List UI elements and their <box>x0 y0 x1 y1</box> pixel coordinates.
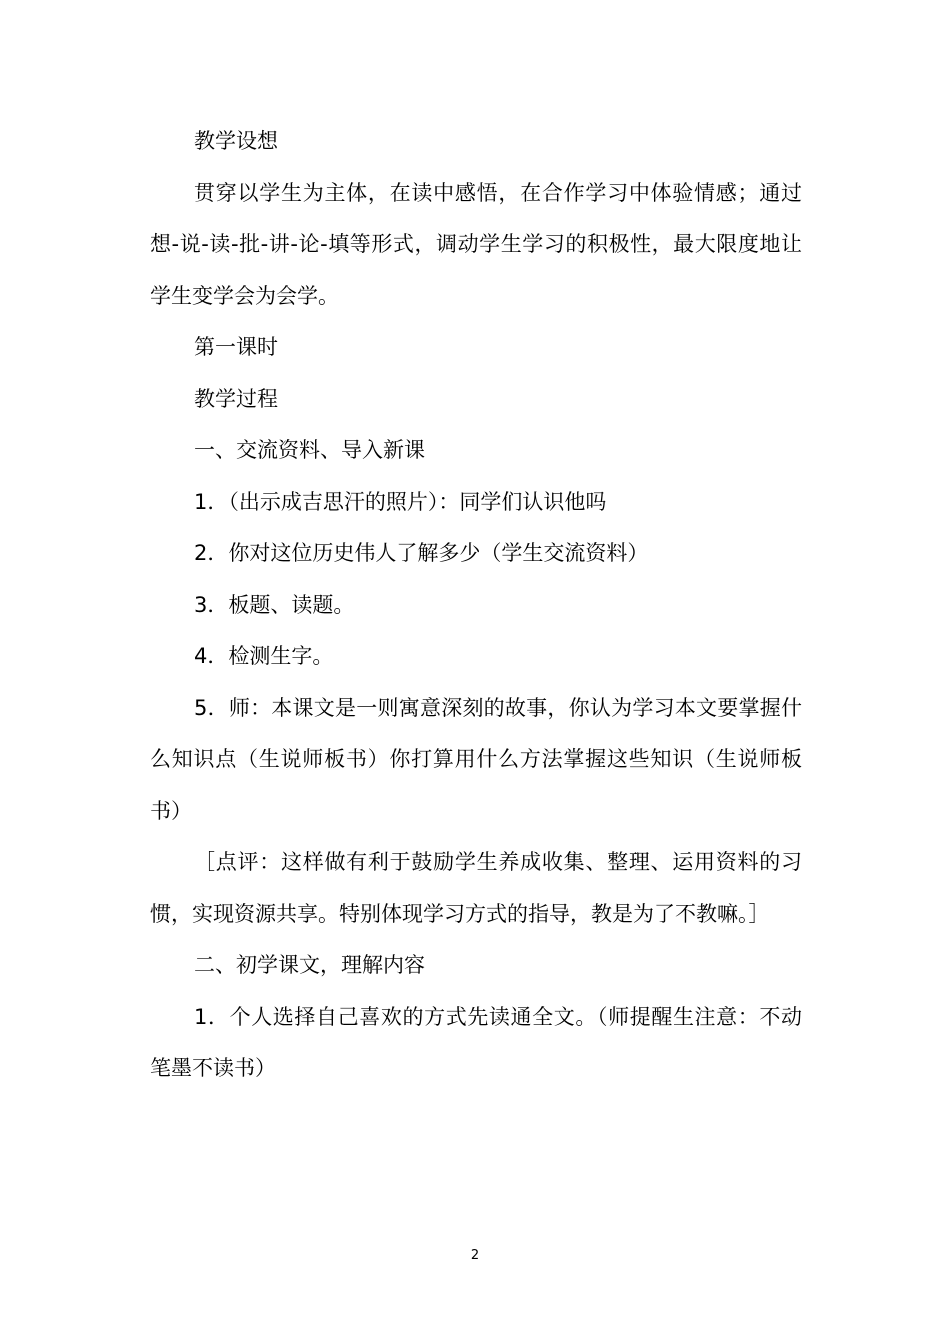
section-heading-two: 二、初学课文，理解内容 <box>194 953 425 977</box>
list-item: 5．师：本课文是一则寓意深刻的故事，你认为学习本文要掌握什么知识点（生说师板书）你打算用什么方法掌握这些知识（生说师板书） <box>150 695 802 823</box>
comment-paragraph: ［点评：这样做有利于鼓励学生养成收集、整理、运用资料的习惯，实现资源共享。特别体现学习方式的指导，教是为了不教嘛。］ <box>150 850 802 926</box>
heading-first-lesson: 第一课时 <box>194 335 278 359</box>
document-body <box>150 116 802 1095</box>
section-heading-one: 一、交流资料、导入新课 <box>194 438 425 462</box>
list-item: 1．个人选择自己喜欢的方式先读通全文。（师提醒生注意：不动笔墨不读书） <box>150 1004 802 1080</box>
paragraph-teaching-idea: 贯穿以学生为主体，在读中感悟，在合作学习中体验情感；通过想-说-读-批-讲-论-填等形式，调动学生学习的积极性，最大限度地让学生变学会为会学。 <box>150 180 802 308</box>
list-item: 3．板题、读题。 <box>194 592 355 617</box>
page-number: 2 <box>470 1248 480 1263</box>
list-item: 1．（出示成吉思汗的照片）：同学们认识他吗 <box>194 489 607 514</box>
heading-teaching-process: 教学过程 <box>194 386 278 411</box>
list-item: 2．你对这位历史伟人了解多少（学生交流资料） <box>194 541 649 565</box>
heading-teaching-idea: 教学设想 <box>194 129 278 153</box>
list-item: 4．检测生字。 <box>194 644 334 668</box>
